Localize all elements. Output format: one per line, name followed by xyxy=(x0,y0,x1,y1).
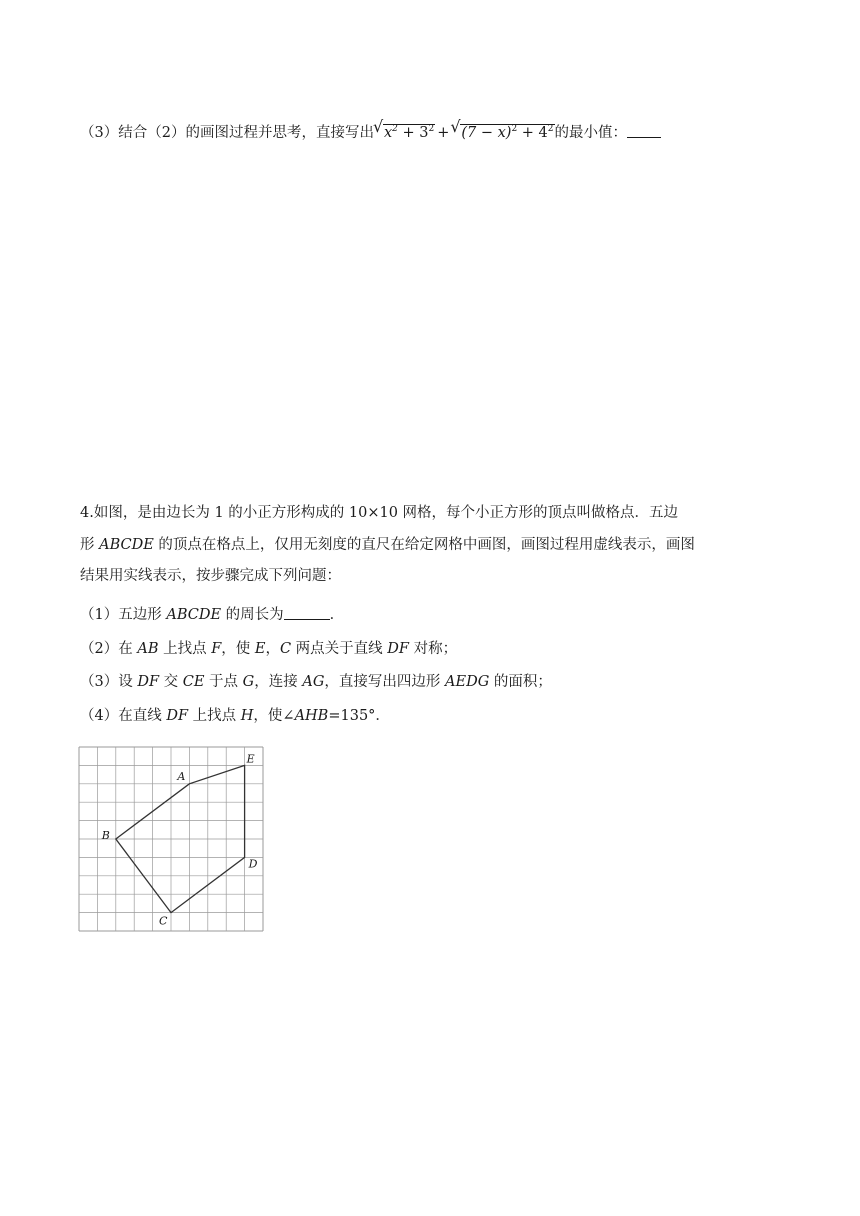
radical-2 xyxy=(451,119,554,143)
p4-stem-line1: 4.如图，是由边长为 1 的小正方形构成的 10×10 网格，每个小正方形的顶点叫做格点．五边 xyxy=(80,505,679,521)
rad1-exp2: 2 xyxy=(428,124,435,134)
p4-step-2: （2）在 AB 上找点 F，使 E，C 两点关于直线 DF 对称； xyxy=(80,641,458,657)
vertex-label-a: A xyxy=(177,769,186,783)
q3-prefix: （3）结合（2）的画图过程并思考，直接写出 xyxy=(80,124,374,141)
rad1-plus: + 3 xyxy=(397,124,429,141)
plus-sign: + xyxy=(437,124,450,141)
rad1-exp: 2 xyxy=(392,124,398,134)
vertex-label-c: C xyxy=(159,914,168,928)
q3-suffix: 的最小值： xyxy=(554,124,628,141)
vertex-labels xyxy=(101,752,258,927)
rad2-plus: + 4 xyxy=(517,124,548,141)
p4-step-3: （3）设 DF 交 CE 于点 G，连接 AG，直接写出四边形 AEDG 的面积； xyxy=(80,674,552,690)
radical-1 xyxy=(374,119,435,143)
rad1-base: x xyxy=(383,124,393,141)
rad2-open: (7 − x) xyxy=(461,124,512,141)
q3-answer-blank[interactable] xyxy=(627,123,661,138)
p4-stem-line3: 结果用实线表示，按步骤完成下列问题： xyxy=(80,568,341,584)
q3-question xyxy=(80,119,661,143)
rad2-exp2: 2 xyxy=(547,124,554,134)
p4-step-4: （4）在直线 DF 上找点 H，使∠AHB=135°． xyxy=(80,708,390,724)
rad2-exp: 2 xyxy=(511,124,518,134)
vertex-label-b: B xyxy=(101,829,110,842)
perimeter-answer-blank[interactable] xyxy=(284,605,330,620)
vertex-label-d: D xyxy=(248,857,258,871)
p4-stem-line2: 形 ABCDE 的顶点在格点上，仅用无刻度的直尺在给定网格中画图，画图过程用虚线表示，画图 xyxy=(80,537,695,553)
p4-step-1: （1）五边形 ABCDE 的周长为 ． xyxy=(80,607,345,623)
pentagon-grid-figure xyxy=(74,742,270,936)
vertex-label-e: E xyxy=(246,752,255,766)
